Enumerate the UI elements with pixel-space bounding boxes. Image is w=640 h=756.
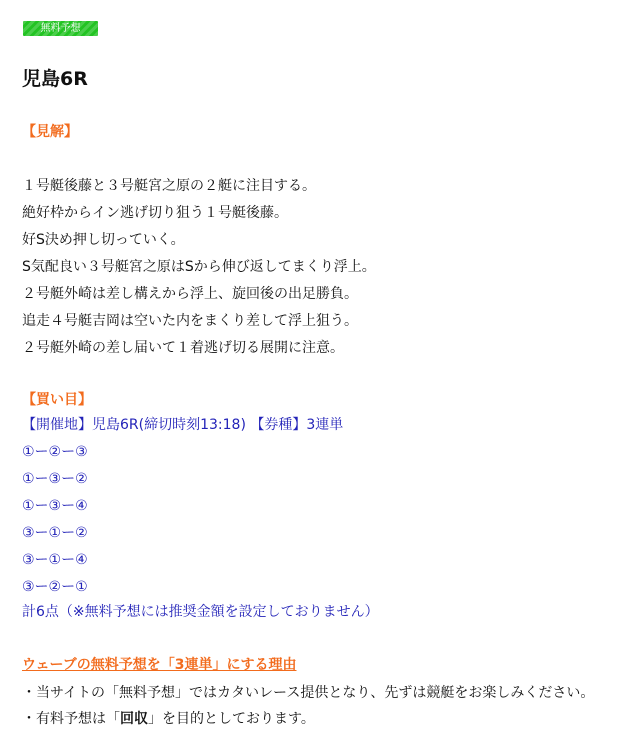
reason-note-bold: 回収 xyxy=(120,711,148,727)
reason-note: ・当サイトの「無料予想」ではカタいレース提供となり、先ずは競艇をお楽しみください。 xyxy=(22,685,595,701)
pick-combo: ③ー①ー④ xyxy=(22,552,88,568)
picks-heading: 【買い目】 xyxy=(22,392,92,408)
analysis-line: 追走４号艇吉岡は空いた内をまくり差して浮上狙う。 xyxy=(22,313,358,329)
picks-info: 【開催地】児島6R(締切時刻13:18) 【券種】3連単 xyxy=(22,417,344,433)
reason-note xyxy=(22,708,315,728)
analysis-line: S気配良い３号艇宮之原はSから伸び返してまくり浮上。 xyxy=(22,259,376,275)
free-prediction-badge: 無料予想 xyxy=(23,21,98,36)
picks-total: 計6点（※無料予想には推奨金額を設定しておりません） xyxy=(22,604,379,620)
reason-note-suffix: 」を目的としております。 xyxy=(148,711,315,727)
analysis-heading: 【見解】 xyxy=(22,124,78,140)
pick-combo: ③ー②ー① xyxy=(22,579,88,595)
page-title: 児島6R xyxy=(22,68,88,90)
pick-combo: ③ー①ー② xyxy=(22,525,88,541)
analysis-line: 好S決め押し切っていく。 xyxy=(22,232,185,248)
analysis-line: ２号艇外崎の差し届いて１着逃げ切る展開に注意。 xyxy=(22,340,344,356)
pick-combo: ①ー③ー④ xyxy=(22,498,88,514)
analysis-line: １号艇後藤と３号艇宮之原の２艇に注目する。 xyxy=(22,178,316,194)
pick-combo: ①ー③ー② xyxy=(22,471,88,487)
reason-title-link[interactable]: ウェーブの無料予想を「3連単」にする理由 xyxy=(22,657,297,673)
analysis-line: 絶好枠からイン逃げ切り狙う１号艇後藤。 xyxy=(22,205,288,221)
analysis-line: ２号艇外崎は差し構えから浮上、旋回後の出足勝負。 xyxy=(22,286,358,302)
pick-combo: ①ー②ー③ xyxy=(22,444,88,460)
reason-note-prefix: ・有料予想は「 xyxy=(22,711,120,727)
